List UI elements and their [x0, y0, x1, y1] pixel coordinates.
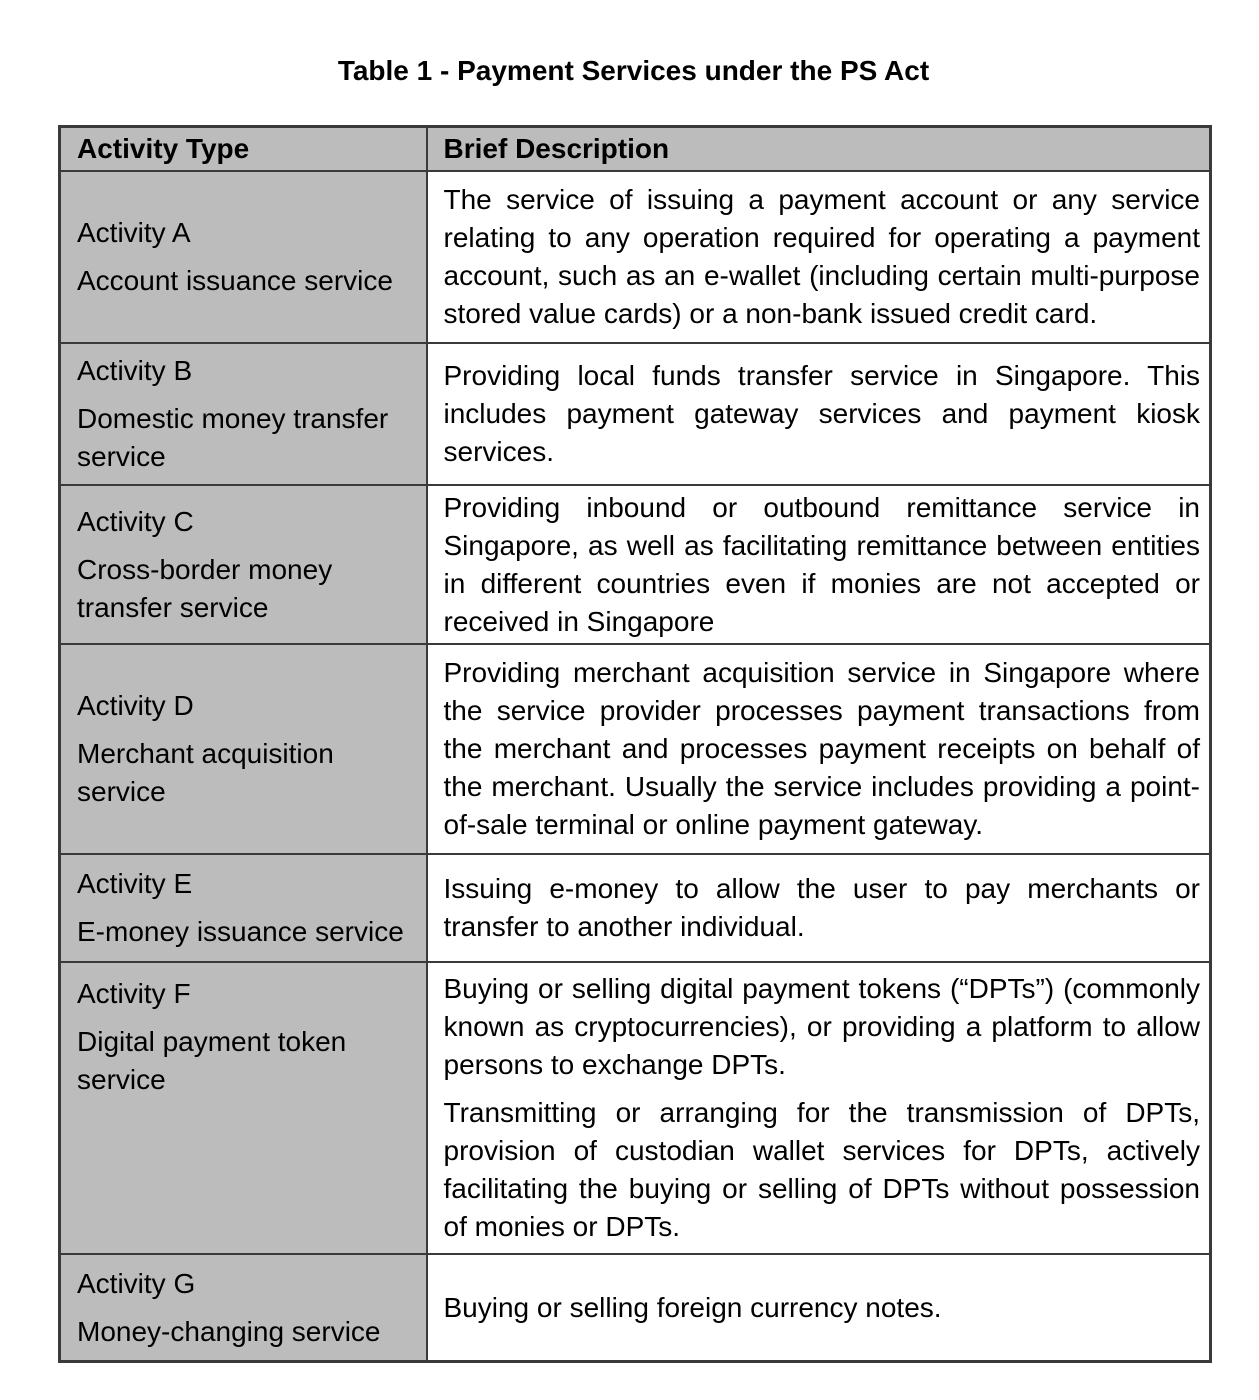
table-row-activity-b: [60, 343, 1211, 485]
description-paragraph: Providing merchant acquisition service in Singapore where the service provider processes payment transactions from the merchant and processes payment receipts on behalf of the merchant. Usually the service includes providing a point-of-sale terminal or online payment gateway.: [443, 657, 1200, 840]
service-name: Merchant acquisition service: [77, 738, 334, 807]
activity-label: Activity A: [77, 217, 191, 248]
service-name: E-money issuance service: [77, 916, 404, 947]
header-brief-description: Brief Description: [427, 127, 1211, 172]
service-name: Digital payment token service: [77, 1026, 347, 1095]
activity-type-cell: [60, 343, 427, 485]
service-name: Money-changing service: [77, 1315, 381, 1347]
description-paragraph: The service of issuing a payment account or any service relating to any operation required for operating a payment account, such as an e-wallet (including certain multi-purpose stored value cards) or a non-bank issued credit card.: [443, 184, 1200, 329]
activity-label: Activity E: [77, 868, 193, 899]
description-cell: [427, 1254, 1211, 1362]
description-cell: [427, 485, 1211, 644]
activity-label: Activity C: [77, 505, 194, 537]
table-title: Table 1 - Payment Services under the PS Act: [337, 55, 930, 86]
description-paragraph: Issuing e-money to allow the user to pay merchants or transfer to another individual.: [443, 873, 1200, 942]
description-paragraph: Providing inbound or outbound remittance service in Singapore, as well as facilitating remittance between entities in different countries even if monies are not accepted or received in Singapore: [443, 491, 1200, 637]
table-row-activity-g: [60, 1254, 1211, 1362]
table-row-activity-d: [60, 644, 1211, 854]
activity-label: Activity B: [77, 355, 193, 386]
activity-label: Activity D: [77, 690, 194, 721]
activity-label: Activity G: [77, 1267, 196, 1299]
header-activity-type: Activity Type: [60, 127, 427, 172]
activity-type-cell: [60, 1254, 427, 1362]
description-paragraph: Buying or selling digital payment tokens (“DPTs”) (commonly known as cryptocurrencies), or providing a platform to allow persons to exchange DPTs.: [443, 973, 1200, 1080]
table-row-activity-e: [60, 854, 1211, 962]
description-paragraph: Transmitting or arranging for the transmission of DPTs, provision of custodian wallet services for DPTs, actively facilitating the buying or selling of DPTs without possession of monies or DPTs.: [443, 1097, 1200, 1242]
activity-type-cell: [60, 644, 427, 854]
table-header-row: [60, 127, 1211, 172]
description-cell: [427, 171, 1211, 343]
activity-type-cell: [60, 485, 427, 644]
description-cell: [427, 962, 1211, 1254]
service-name: Cross-border money transfer service: [77, 553, 333, 623]
table-row-activity-c: [60, 485, 1211, 644]
table-row-activity-f: [60, 962, 1211, 1254]
activity-type-cell: [60, 962, 427, 1254]
table-row-activity-a: [60, 171, 1211, 343]
activity-type-cell: [60, 171, 427, 343]
description-cell: [427, 854, 1211, 962]
payment-services-table: [58, 125, 1212, 1363]
service-name: Domestic money transfer service: [77, 403, 389, 472]
description-paragraph: Providing local funds transfer service in Singapore. This includes payment gateway services and payment kiosk services.: [443, 360, 1200, 467]
description-paragraph: Buying or selling foreign currency notes.: [443, 1291, 942, 1323]
description-cell: [427, 644, 1211, 854]
activity-type-cell: [60, 854, 427, 962]
activity-label: Activity F: [77, 978, 191, 1009]
description-cell: [427, 343, 1211, 485]
service-name: Account issuance service: [77, 265, 393, 296]
